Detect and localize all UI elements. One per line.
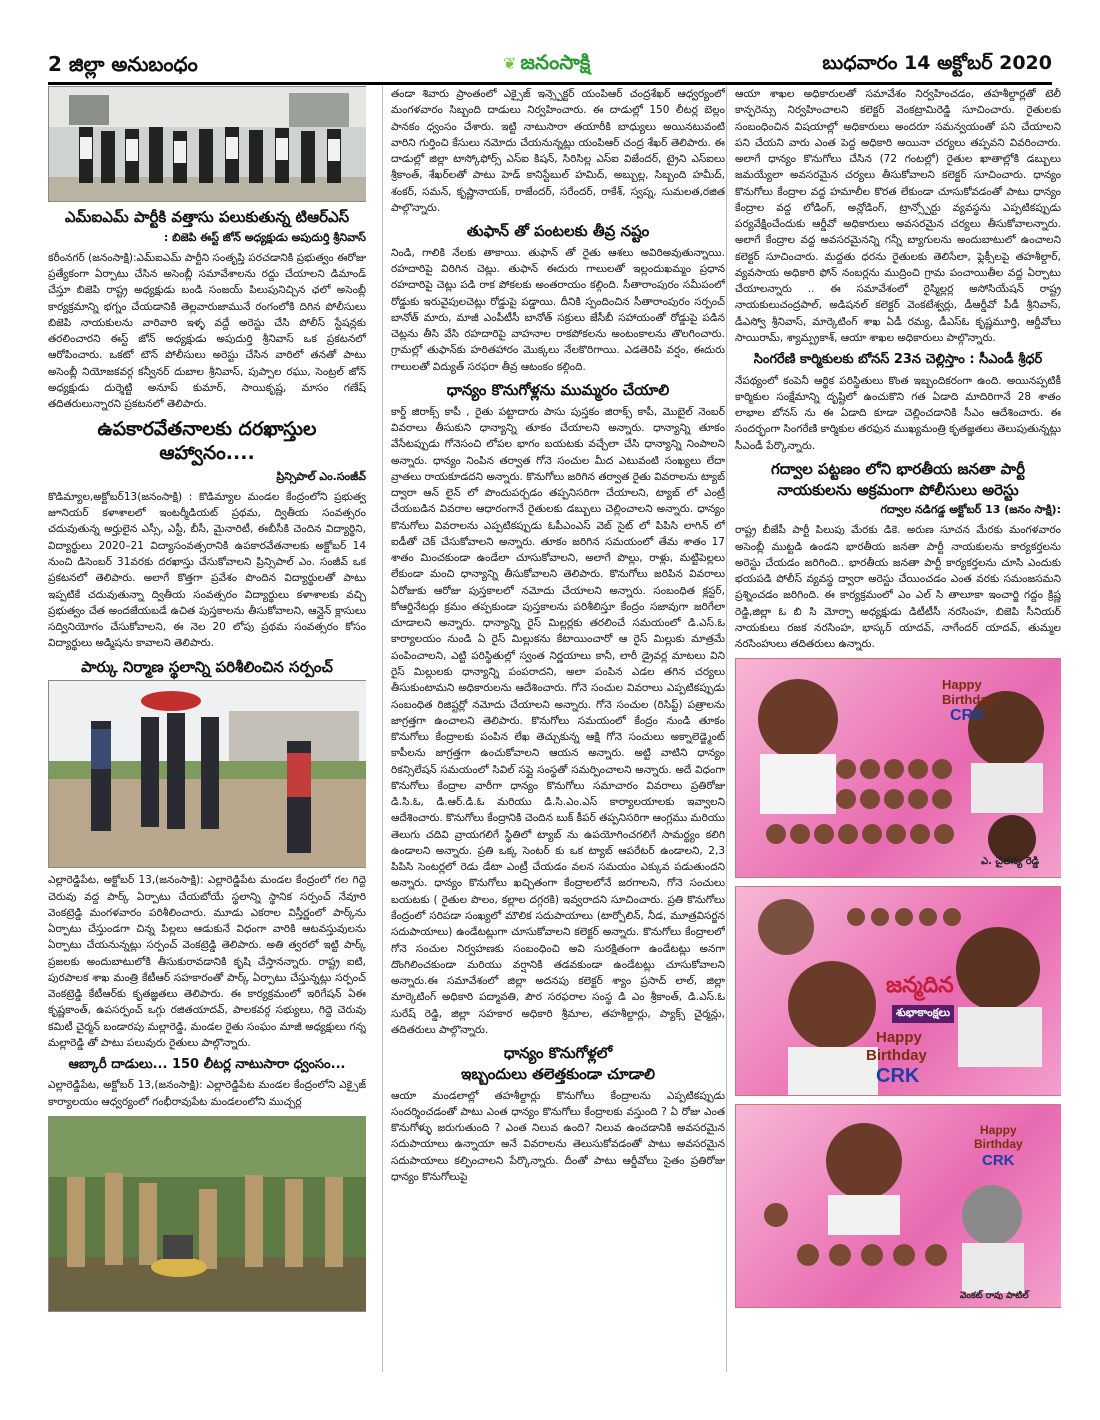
c3-a3-headline-line2: నాయకులను అక్రమంగా పోలీసులు అరెస్టు bbox=[777, 480, 1019, 499]
a1-body: కరీంనగర్ (జనంసాక్షి):ఎమ్ఐఎమ్ పార్టీని సంతృప్తి పరచడానికి ప్రభుత్వం ఈరోజు ప్రత్యేకంగా ఏర్పాటు చేసిన అసెంబ్లీ సమావేశాలను రద్దు చేయాలని డిమాండ్ చేస్తూ బిజెపి రాష్ట్ర అధ్యక్షుడు బండి సంజయ్ పిలుపునిచ్చిన ఛలో అసెంబ్లీ కార్యక్రమాన్ని భగ్నం చేయడానికి తెల్లవారుజామునే రంగంలోకి దిగిన పోలీసులు బిజెపి నాయకులను వారివారి ఇళ్ళ వద్దే అరెస్టు చేసి పోలీస్ స్టేషన్లకు తరలించారని ఈస్ట్ జోన్ అధ్యక్షుడు అపుదుర్తి శ్రీనివాస్ ఒక ప్రకటనలో ఆరోపించారు. ఒకటో టౌన్ పోలీసులు అరెస్టు చేసిన వారిలో తనతో పాటు అసెంబ్లీ నియోజకవర్గ కన్వీనర్ దుబాల శ్రీనివాస్, పుప్పాల రఘు, సెంట్రల్ జోన్ అధ్యక్షుడు దుర్శెట్టి అనూప్ కుమార్, సాయికృష్ణ, మాసం గణేష్ తదితరులున్నారని ప్రకటనలో తెలిపారు. bbox=[48, 251, 366, 411]
ad3-happy: Happy bbox=[980, 1123, 1017, 1138]
c3-a2-headline: సింగరేణి కార్మికులకు బోనస్ 23న చెల్లిస్తాం : సీఎండీ శ్రీధర్ bbox=[753, 352, 1043, 368]
c2-a3-headline: ధాన్యం కొనుగోళ్లను ముమ్మరం చేయాలి bbox=[446, 381, 670, 399]
column-1 bbox=[48, 86, 366, 1372]
c3-a3-body: రాష్ట్ర బీజేపీ పార్టీ పిలుపు మేరకు డికె. అరుణ సూచన మేరకు మంగళవారం అసెంబ్లీ ముట్టడి ఉండని భారతీయ జనతా పార్టీ నాయకులను కార్యకర్తలను అరెస్టు చేయడం జరిగింది.. భారతీయ జనతా పార్టీ కార్యకర్తలను చూసి ఎందుకు భయపడి పోలీస్ వ్యవస్థ ద్వారా అరెస్టు చేయించడం ఎంత వరకు సమంజసమని ప్రశ్నించడం జరిగింది. ఈ కార్యక్రమంలో ఎం ఎల్ సి తాలూకా ఇంచార్జి గద్దం క్రిష్ణ రెడ్డి,జిల్లా ఓ బి సి మోర్చా అధ్యక్షుడు డిటీటీసీ నరసింహ, బిజెపి సీనియర్ నాయకులు రజక నరసింహ, భాస్కర్ యాదవ్, నాగేందర్ యాదవ్, తుమ్మల నరసింహులు తదితరులు ఉన్నారు. bbox=[735, 524, 1061, 651]
birthday-ad-3 bbox=[735, 1104, 1061, 1308]
ad2-janmadina: జన్మదిన bbox=[886, 973, 954, 999]
c3-a2-body: నేపథ్యంలో కంపెనీ ఆర్థిక పరిస్థితులు కొంత ఇబ్బందికరంగా ఉంది. అయినప్పటికీ కార్మికుల సంక్షేమాన్ని దృష్టిలో ఉంచుకొని గత ఏడాది మాదిరిగానే 28 శాతం లాభాల బోనస్ ను ఈ ఏడాది కూడా చెల్లించడానికి సీఎం ఆదేశించారు. ఈ సందర్భంగా సింగరేణి కార్మికుల తరఫున ముఖ్యమంత్రి కృతజ్ఞతలు తెలుపుతున్నట్లు సీఎండీ పేర్కొన్నారు. bbox=[735, 374, 1061, 452]
dateline: బుధవారం 14 అక్టోబర్ 2020 bbox=[822, 52, 1052, 74]
c2-a2-body: నిండి, గాలికి నేలకు తాకాయి. తుఫాన్ తో రైతు ఆశలు అవిరిఅవుతున్నాయి. రహదారిపై విరిగిన చెట్లు. తుఫాన్ ఈదురు గాలులతో ఇల్లందుఖమ్మం ప్రధాన రహదారిపై చెట్లు పడి రాక పోకలకు అంతరాయం కల్గింది. సీతారాంపురం సమీపంలో రోడ్డుకు ఇరువైపులచెట్లు రోడ్డుపై పడ్డాయి. దీనికి స్పందించిన సీతారాంపురం సర్పంచ్ బానోత్ మారు, మాజీ ఎంపీటీసీ బానోత్ సక్రులు జేసీబీ సహాయంతో రోడ్డుపై పడిన చెట్లను తీసి వేసి రహదారిపై వాహనాల రాకపోకలను అంటంకాలను తొలగించారు. గ్రామల్లో తుఫాన్‌కు హరితహారం మొక్కలు నేలకొరిగాయి. ఎడతెరిపి వర్షం, ఈదురు గాలులతో విద్యుత్ సరఫరా తీవ్ర ఆటంకం కల్గింది. bbox=[391, 246, 725, 373]
c3-a3-headline-line1: గద్వాల పట్టణం లోని భారతీయ జనతా పార్టీ bbox=[770, 459, 1026, 478]
ad1-birthday: Birthday bbox=[942, 692, 995, 708]
a3-headline: పార్కు నిర్మాణ స్థలాన్ని పరిశీలించిన సర్పంచ్ bbox=[81, 657, 333, 676]
c2-a3-body: కార్డ్ జిరాక్స్ కాపీ , రైతు పట్టాదారు పాసు పుస్తకం జిరాక్స్ కాపీ, మొబైల్ నెంబర్ వివరాలు తీసుకుని ధాన్యాన్ని తూకం చేయాలని అన్నారు. ధాన్యాన్ని తూకం వేసేటప్పుడు గోనెసంచి లోపల భాగం బయటకు వచ్చేలా చేసి ధాన్యాన్ని నింపాలని అన్నారు. ధాన్యం నింపిన తర్వాత గోనె సంచుల మీద ఎటువంటి సంఖ్యలు లేదా వ్రాతలు రాయకూడదని అన్నారు. కొనుగోలు జరిగిన తర్వాత రైతు వివరాలను ట్యాబ్ ద్వారా ఆన్ లైన్ లో పొందుపర్చడం తప్పనిసరిగా చేయాలని, ట్యాబ్ లో ఎంట్రీ చేయబడిన వివరాల ఆధారంగానే రైతులకు డబ్బులు చెల్లించాలని అన్నారు. ధాన్యం కొనుగోలు వివరాలను ఎప్పటికప్పుడు ఓపీఎంఎస్ వెబ్ సైట్ లో పిపిసి లాగిన్ లో ఐడీతో చెక్ చేసుకోవాలని అన్నారు. తూకం జరిగిన సమయంలో తేమ శాతం 17 శాతం మించకుండా ఉండేలా చూసుకోవాలని, అలాగే పొల్లు, రాళ్లు, మట్టిపెల్లలు లేకుండా మంచి ధాన్యాన్ని తీసుకోవాలని తెలిపారు. కొనుగోలు జరిపిన వివరాలు ఏరోజుకు ఆరోజు పుస్తకాలలో నమోదు చేయాలని అన్నారు. సంబంధిత క్లస్టర్, కోఆర్డినేటర్లు క్రమం తప్పకుండా పుస్తకాలను పరిశీలిస్తూ కేంద్రం సజావుగా జరిగేలా చూడాలని అన్నారు. ధాన్యాన్ని రైస్ మిల్లర్లకు తరలించే సమయంలో డి.ఎస్.ఓ కార్యాలయం నుండి ఏ రైస్ మిల్లుకను కేటాయించారో ఆ రైస్ మిల్లుకు మాత్రమే పంపించాలని, ఎట్టి పరిస్థితుల్లో స్వంత నిర్ణయాలు కానీ, లారీ డ్రైవర్ల మాటలు విని రైస్ మిల్లులకు ధాన్యాన్ని పంపరాదని, అలా పంపిన ఎడల తగిన చర్యలు తీసుకుంటామని అధికారులను ఆదేశించారు. గోనె సంచుల వివరాలు ఎప్పటికప్పుడు సంబంధిత రిజిష్టర్లో నమోదు చేయాలని అన్నారు. గోనె సంచుల (రిసిప్ట్) పత్రాలను జాగ్రత్తగా ఉంచాలని తెలిపారు. కొనుగోలు సమయంలో కేంద్రం నుండి తూకం కొనుగోలు కేంద్రాలకు పంపిన లేఖ తెచ్చుకున్న ఆక్షి గోనె సంచులు అక్నాలెడ్జ్మెంట్ కాపీలను జాగ్రత్తగా ఉంచుకోవాలని ఆయన అన్నారు. అట్టి వాటిని ధాన్యం రికన్సిలేషన్ సమయంలో సివిల్ సప్లై సంస్థతో సమర్పించాలని అన్నారు. అదే విధంగా కొనుగోలు కేంద్రాల వారీగా ధాన్యం కొనుగోలు సమాచారం వివరాలు ప్రతిరోజు డి.సి.ఓ, డి.ఆర్.డి.ఓ మరియు డి.సి.ఎం.ఎస్ కార్యాలయాలకు ఇవ్వాలని ఆదేశించారు. కొనుగోలు కేంద్రానికి చెందిన బుక్ కీపర్ తప్పనిసరిగా ఆంగ్లము మరియు తెలుగు చదివి వ్రాయగలిగే స్థితిలో ట్యాబ్ ను ఉపయోగించగలిగే సామర్థ్యం కలిగి ఉండాలని అన్నారు. ప్రతి ఒక్క సెంటర్ కు ఒక ట్యాబ్ ఆపరేటర్ ఉండాలని, 2,3 పిపిసి సెంటర్లలో రెడు డేటా ఎంట్రీ చేయడం వలన సమయం ఎక్కువ పడుతుందని అన్నారు. ధాన్యం కొనుగోలు ఖచ్చితంగా కేంద్రాలలోనే జరగాలని, గోనె సంచులు బయటకు ( రైతుల పొలం, కల్లాల దగ్గరకి) ఇవ్వరాదని సూచించారు. ప్రతి కొనుగోలు కేంద్రంలో సరిపడా సంఖ్యలో మౌలిక సదుపాయాలు (టార్పోలిన్, నీడ, మూత్రవిసర్జన సదుపాయాలు) ఉండేటట్లుగా చూసుకోవాలని కలెక్టర్ అన్నారు. కొనుగోలు కేంద్రాలలో గోనె సంచుల నిర్వహణకు సంబంధించి అవి సురక్షితంగా ఉండేటట్లు అనగా దొంగిలించకుండా మరియు వర్షానికి తడవకుండా ఉండేటట్లు చూసుకోవాలని అన్నారు.ఈ సమావేశంలో జిల్లా అదనపు కలెక్టర్ శ్యాం ప్రసాద్ లాల్, జిల్లా మార్కెటింగ్ అధికారి పద్మావతి, పౌర సరఫరాల సంస్థ డి ఎం శ్రీకాంత్, డి.ఎస్.ఓ సురేష్ రెడ్డి, జిల్లా సహకార అధికారి శ్రీమాల, తహశీల్దార్లు, ప్యాక్స్ చైర్మన్లు, తదితరులు పాల్గొన్నారు. bbox=[391, 405, 725, 1036]
a2-body: కొడిమ్యాల,అక్టోబర్13(జనంసాక్షి) : కొడిమ్యాల మండల కేంద్రంలోని ప్రభుత్వ జూనియర్ కళాశాలలో ఇంటర్మీడియట్ ప్రథమ, ద్వితీయ సంవత్సరం చదువుతున్న అర్హులైన ఎస్సీ, ఎస్టీ, బీసీ, మైనారిటీ, ఈబీసీకి చెందిన విద్యార్థిని, విద్యార్థులు 2020–21 విద్యాసంవత్సరానికి ఉపకారవేతనాలకు అక్టోబర్ 14 నుంచి డిసెంబర్ 31వరకు దరఖాస్తు చేసుకోవాలని ప్రిన్సిపాల్ ఎం. సంజీవ్ ఒక ప్రకటనలో తెలిపారు. అలాగే కొత్తగా ప్రవేశం పొందిన విద్యార్థులతో పాటు ఇప్పటికే చదువుతున్నా ద్వితీయ సంవత్సరం విద్యార్థులు కళాశాలకు వచ్చి ప్రభుత్వం చేత అందజేయబడే ఉచిత పుస్తకాలను తీసుకోవాలని, ఆన్లైన్ క్లాసులు సద్వినియోగం చేసుకోవాలని, ఈ నెల 20 లోపు ప్రథమ సంవత్సరం కోసం విద్యార్థులు అడ్మిషను కావాలని తెలిపారు. bbox=[48, 490, 366, 650]
group-photo bbox=[48, 86, 366, 202]
newspaper-logo bbox=[503, 50, 590, 79]
ad1-happy: Happy bbox=[942, 677, 982, 693]
birthday-ad-1 bbox=[735, 658, 1061, 878]
a2-headline: ఉపకారవేతనాలకు దరఖాస్తుల ఆహ్వానం.... bbox=[97, 418, 317, 465]
a3-body: ఎల్లారెడ్డిపేట, అక్టోబర్ 13,(జనంసాక్షి): ఎల్లారెడ్డిపేట మండల కేంద్రంలో గల గిద్దె చెరువు వద్ద పార్క్ ఏర్పాటు చేయబోయే స్థలాన్ని స్థానిక సర్పంచ్ నేవూరి వెంకట్రెడ్డి మంగళవారం పరిశీలించారు. మూడు ఎకరాల విస్తీర్ణంలో పార్క్‌ను ఏర్పాటు చేస్తుండగా చిన్న పిల్లలు ఆడుకునే విధంగా వారికి ఆటవస్తువులను ఏర్పాటు చేయనున్నట్లు సర్పంచ్ వెంకట్రెడ్డి తెలిపారు. అతి త్వరలో ఇట్టి పార్క్ ప్రజలకు అందుబాటులోకి తీసుకురావడానికి కృషి చేస్తానన్నారు. రాష్ట్ర ఐటి, పురపాలక శాఖ మంత్రి కేటీఆర్ సహకారంతో పార్క్ ఏర్పాటు చేస్తున్నట్లు సర్పంచ్ వెంకట్రెడ్డి కేటీఆర్‌కు కృతజ్ఞతలు తెలిపారు. ఈ కార్యక్రమంలో ఇరిగేషన్ ఏఈ కృష్ణకాంత్, ఉపసర్పంచ్ ఒగ్గు రజితయాదవ్, పాలకవర్గ సభ్యులు, గిద్దె చెరువు కమిటీ చైర్మన్ బండారపు మల్లారెడ్డి, మండల రైతు సంఘం మాజీ అధ్యక్షులు గన్న మల్లారెడ్డి తో పాటు పలువురు రైతులు పాల్గొన్నారు. bbox=[48, 874, 366, 1049]
c3-a3-byline: గద్వాల నడిగడ్డ అక్టోబర్ 13 (జనం సాక్షి): bbox=[880, 503, 1061, 517]
ad1-crk: CRK bbox=[950, 707, 985, 725]
c2-a2-headline: తుఫాన్ తో పంటలకు తీవ్ర నష్టం bbox=[466, 222, 650, 241]
a4-headline: ఆబ్కారీ దాడులు... 150 లీటర్ల నాటుసారా ధ్వంసం... bbox=[68, 1057, 346, 1073]
c2-a4-body: ఆయా మండలాల్లో తహశీల్దార్లు కొనుగోలు కేంద్రాలను ఎప్పటికప్పుడు సందర్శించడంతో పాటు ఎంత ధాన్యం కొనుగోలు కేంద్రాలకు వస్తుంది ? ఏ రోజు ఎంత కొనుగోళ్ళు జరుగుతుంది ? ఎంత నిలువ ఉంది? నిలువ ఉంచడానికి అవసరమైన సదుపాయాలు ఉన్నాయా అనే వివరాలను తెలుసుకోవడంతో పాటు అవసరమైన సదుపాయాలు కల్పించాలని పేర్కొన్నారు. దీంతో పాటు ఆర్డీవోలు సైతం ప్రతిరోజు ధాన్యం కొనుగోలుపై bbox=[391, 1089, 725, 1183]
a1-headline: ఎమ్ఐఎమ్ పార్టీకి వత్తాసు పలుకుతున్న టిఆర్ఎస్ bbox=[64, 208, 350, 226]
a4-body: ఎల్లారెడ్డిపేట, అక్టోబర్ 13,(జనంసాక్షి): ఎల్లారెడ్డిపేట మండల కేంద్రంలోని ఎక్సైజ్ కార్యాలయం ఆధ్వర్యంలో గంభీరావుపేట మండలంలోని ముచ్చర్ల bbox=[48, 1079, 366, 1108]
excise-raid-photo bbox=[48, 1116, 366, 1312]
a1-byline: : బిజెపి ఈస్ట్ జోన్ అధ్యక్షుడు అపుదుర్తి శ్రీనివాస్ bbox=[163, 230, 366, 244]
ad3-birthday: Birthday bbox=[974, 1137, 1023, 1152]
logo-text: జనంసాక్షి bbox=[520, 50, 591, 74]
ad2-birthday: Birthday bbox=[866, 1047, 927, 1065]
column-2 bbox=[382, 86, 725, 1372]
c2-a1-continued: తండా శివారు ప్రాంతంలో ఎక్సైజ్ ఇన్స్పెక్టర్ యంపిఆర్ చంద్రశేఖర్ ఆధ్వర్యంలో మంగళవారం సిబ్బంది దాడులు నిర్వహించారు. ఈ దాడుల్లో 150 లీటర్ల బెల్లం పానకం ధ్వంసం చేశారు. ఇట్టి నాటుసారా తయారీకి బాధ్యులు అయినటువంటి వారిని గుర్తించి కేసులు నమోదు చేయనున్నట్లు యంపిఆర్ చంద్ర శేఖర్ తెలిపారు. ఈ దాడుల్లో జిల్లా టాస్కోఫోర్స్ ఎస్ఐ కిషన్, సిరిసిల్ల ఎస్ఐ విజేందర్, ట్రైని ఎస్ఐలు శ్రీకాంత్, శేఖర్‌లతో పాటు హెడ్ కానిస్టేబుల్ హమిద్, అబ్బుల్ల, సిబ్బంది హమీద్, శంకర్, సమన్, కృష్ణానాయక్, రాజేందర్, సరేందర్, రాకేశ్, స్వప్న, సుమలత,రజిత పాల్గొన్నారు. bbox=[391, 88, 725, 214]
ad2-happy: Happy bbox=[876, 1029, 922, 1047]
c3-a1-continued: ఆయా శాఖల అధికారులతో సమావేశం నిర్వహించడం, తహశీల్దార్లతో టెలీ కాన్ఫరెన్సు నిర్వహించాలని కలెక్టర్ వెంకట్రామిరెడ్డి సూచించారు. రైతులకు సంబంధించిన విషయాల్లో అధికారులు అందరూ సమన్వయంతో పని చేయాలని పని చేయని వారు ఎంత పెద్ద అధికారి అయినా చర్యలు తప్పవని వివరించారు. అలాగే ధాన్యం కొనుగోలు చేసిన (72 గంటల్లో) రైతుల ఖాతాల్లోకి డబ్బులు జమయ్యేలా అవసరమైన చర్యలు తీసుకోవాలని కలెక్టర్ సూచించారు. ధాన్యం కొనుగోలు కేంద్రాల వద్ద హమాలీల కొరత లేకుండా చూసుకోవడంతో పాటు ధాన్యం కేంద్రాల వద్ద లోడింగ్, అన్లోడింగ్, ట్రాన్స్పోర్టు వ్యవస్థను ఎప్పటికప్పుడు పర్యవేక్షించేందుకు ఆర్డీవో అధికారులు అవసరమైన చర్యలు తీసుకోవాలన్నారు. అలాగే కేంద్రాల వద్ద అవసరమైనన్ని గన్నీ బ్యాగులను అందుబాటులో ఉంచాలని కలెక్టర్ సూచించారు. మద్దతు ధరను రైతులకు తెలిసేలా, ఫ్లెక్సీలపై తహశీల్దార్, వ్యవసాయ అధికారి ఫోన్ నంబర్లను ముద్రించి గ్రామ పంచాయితీల వద్ద ఏర్పాటు చేయాలన్నారు .. ఈ సమావేశంలో రైస్మిల్లర్ల అసోసియేషన్ రాష్ట్ర నాయకులుచంద్రపాల్, అడిషనల్ కలెక్టర్ వెంకటేశ్వర్లు, డీఆర్డీవో పీడీ శ్రీనివాస్, డీఎస్వో శ్రీనివాస్, మార్కెటింగ్ శాఖ ఏడీ రమ్య, డీఎస్ఓ కృష్ణమూర్తి, ఆర్డీవోలు సాయిరామ్, శ్యామ్ప్రకాశ్, ఆయా శాఖల అధికారులు పాల్గొన్నారు. bbox=[735, 88, 1061, 344]
leaf-icon: ❦ bbox=[503, 54, 517, 73]
a2-byline: ప్రిన్సిపాల్ ఎం.సంజీవ్ bbox=[276, 469, 366, 483]
ad2-shubhakankshalu: శుభాకాంక్షలు bbox=[892, 1005, 954, 1023]
ad3-crk: CRK bbox=[982, 1152, 1015, 1170]
c2-a4-headline-line2: ఇబ్బందులు తలెత్తకుండా చూడాలి bbox=[461, 1064, 655, 1083]
ad3-caption: వెంకట్ రావు పాటిల్ bbox=[960, 1291, 1029, 1302]
ad2-crk: CRK bbox=[876, 1065, 920, 1088]
c2-a4-headline-line1: ధాన్యం కొనుగోళ్లలో bbox=[503, 1044, 613, 1063]
ad1-caption: ఎ. చైతన్య రెడ్డి bbox=[981, 856, 1040, 868]
page-label: 2 జిల్లా అనుబంధం bbox=[48, 52, 198, 76]
park-site-photo bbox=[48, 680, 366, 868]
birthday-ad-2 bbox=[735, 886, 1061, 1096]
masthead bbox=[48, 48, 1052, 85]
column-3 bbox=[726, 86, 1061, 1372]
